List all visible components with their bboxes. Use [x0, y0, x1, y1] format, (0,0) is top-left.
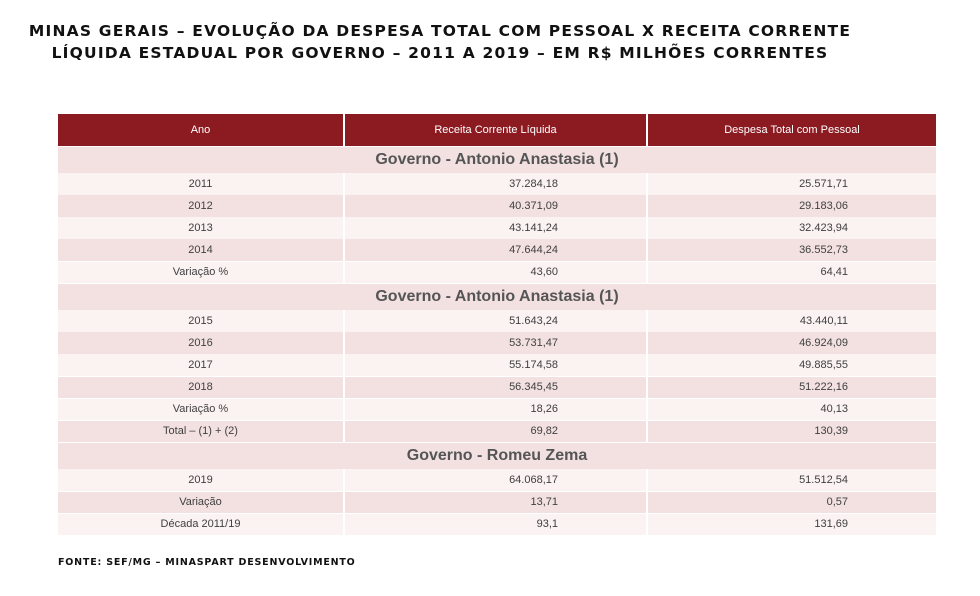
despesa-value: 131,69 [814, 518, 848, 531]
row-label: Variação % [58, 399, 345, 421]
row-label: 2016 [58, 332, 345, 354]
receita-value: 56.345,45 [345, 377, 648, 399]
header-ano: Ano [58, 114, 345, 146]
despesa-value: 43.440,11 [799, 315, 848, 327]
receita-value: 55.174,58 [345, 354, 648, 376]
row-label: 2013 [58, 217, 345, 239]
table-row [58, 492, 936, 514]
table-row [58, 399, 936, 421]
receita-value: 47.644,24 [345, 239, 648, 261]
receita-value: 93,1 [345, 514, 648, 536]
receita-value: 53.731,47 [345, 332, 648, 354]
table-row [58, 332, 936, 354]
receita-value: 18,26 [345, 399, 648, 421]
despesa-value: 25.571,71 [799, 177, 848, 190]
receita-value: 43.141,24 [345, 217, 648, 239]
despesa-value: 46.924,09 [799, 337, 848, 350]
receita-value: 37.284,18 [345, 173, 648, 195]
despesa-value: 51.222,16 [799, 381, 848, 394]
despesa-value: 0,57 [826, 496, 848, 509]
group-header: Governo - Romeu Zema [58, 443, 936, 469]
table-row [58, 377, 936, 399]
source-note: FONTE: SEF/MG – MINASPART DESENVOLVIMENTO [58, 557, 356, 568]
receita-value: 40.371,09 [345, 195, 648, 217]
row-label: 2017 [58, 354, 345, 376]
row-label: 2014 [58, 239, 345, 261]
table-header [58, 114, 936, 146]
receita-value: 69,82 [345, 421, 648, 443]
data-table [58, 114, 936, 535]
title-line-1: MINAS GERAIS – EVOLUÇÃO DA DESPESA TOTAL COM PESSOAL X RECEITA CORRENTE [28, 22, 852, 40]
table-row [58, 173, 936, 195]
group-header: Governo - Antonio Anastasia (1) [58, 147, 936, 173]
row-label: 2011 [58, 173, 345, 195]
row-label: 2019 [58, 469, 345, 491]
row-label: Total – (1) + (2) [58, 421, 345, 443]
group-header: Governo - Antonio Anastasia (1) [58, 284, 936, 310]
despesa-value: 130,39 [814, 425, 848, 438]
table-row [58, 421, 936, 443]
table-body [58, 147, 936, 536]
despesa-value: 51.512,54 [799, 474, 848, 487]
receita-value: 13,71 [345, 492, 648, 514]
despesa-value: 49.885,55 [799, 359, 848, 372]
receita-value: 64.068,17 [345, 469, 648, 491]
header-despesa: Despesa Total com Pessoal [724, 124, 860, 136]
table-row [58, 514, 936, 536]
page-title [0, 20, 880, 64]
title-line-2: LÍQUIDA ESTADUAL POR GOVERNO – 2011 A 2019 – EM R$ MILHÕES CORRENTES [51, 44, 829, 62]
despesa-value: 40,13 [820, 403, 848, 416]
header-receita: Receita Corrente Líquida [345, 114, 648, 146]
table-row [58, 262, 936, 284]
table-row [58, 239, 936, 261]
row-label: Variação % [58, 262, 345, 284]
despesa-value: 32.423,94 [799, 222, 848, 235]
despesa-value: 29.183,06 [799, 200, 848, 213]
table-row [58, 195, 936, 217]
table-row [58, 469, 936, 491]
row-label: 2012 [58, 195, 345, 217]
table-row [58, 310, 936, 332]
table-row [58, 217, 936, 239]
row-label: 2018 [58, 377, 345, 399]
receita-value: 51.643,24 [345, 310, 648, 332]
despesa-value: 64,41 [820, 266, 848, 279]
row-label: Década 2011/19 [58, 514, 345, 536]
row-label: Variação [58, 492, 345, 514]
table-row [58, 354, 936, 376]
row-label: 2015 [58, 310, 345, 332]
receita-value: 43,60 [345, 262, 648, 284]
despesa-value: 36.552,73 [799, 244, 848, 257]
